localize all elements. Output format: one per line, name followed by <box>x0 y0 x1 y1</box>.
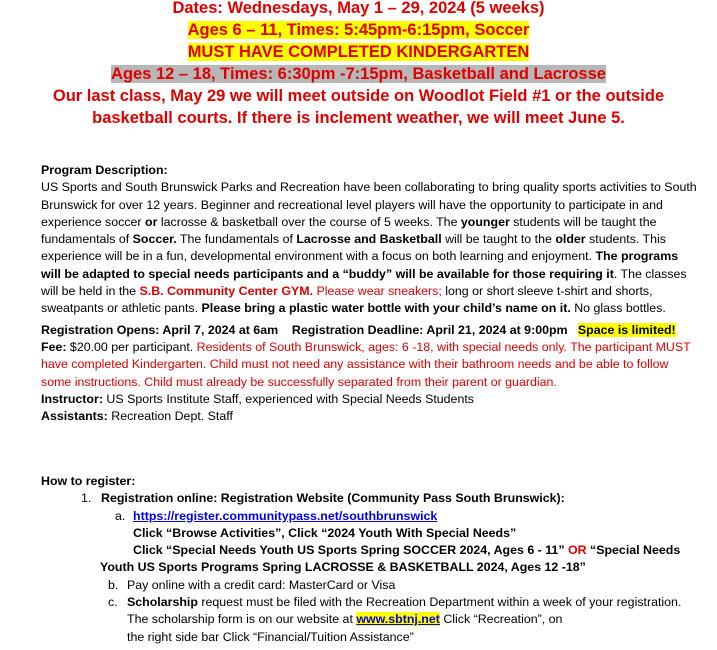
last-class-line-1: Our last class, May 29 we will meet outside on Woodlot Field #1 or the outside <box>52 87 665 105</box>
step-number: 1. <box>81 491 92 506</box>
desc-bottle: Please bring a plastic water bottle with your child’s name on it. <box>201 301 571 316</box>
desc-text: The fundamentals of <box>176 232 297 247</box>
desc-text: lacrosse & basketball over the course of 5 weeks. The <box>157 214 461 229</box>
registration-deadline-label: Registration Deadline <box>291 322 420 337</box>
how-to-title: How to register: <box>41 474 136 488</box>
program-header <box>0 0 717 129</box>
step-1b <box>41 577 701 594</box>
registration-link[interactable]: https://register.communitypass.net/southbrunswick <box>133 508 438 523</box>
or-text: OR <box>567 543 587 558</box>
click2-text: Click “Special Needs Youth US Sports Spring SOCCER 2024, Ages 6 - 11” <box>133 543 568 558</box>
click2-text-end: “Special Needs <box>586 543 681 558</box>
scholarship-label: Scholarship <box>127 595 198 610</box>
desc-wear: Please wear sneakers; <box>313 284 442 299</box>
last-class-line-2: basketball courts. If there is inclement weather, we will meet June 5. <box>92 109 625 127</box>
desc-text: will be taught to the <box>441 232 556 247</box>
ages-young-line: Ages 6 – 11, Times: 5:45pm-6:15pm, Soccer <box>187 21 530 39</box>
instructor-value: US Sports Institute Staff, experienced with Special Needs Students <box>102 391 474 406</box>
desc-text: students. This experience will be in a fun, developmental environment with a focus on both learning and enjoyment. <box>41 232 666 264</box>
fee-paragraph <box>41 339 701 391</box>
kindergarten-line: MUST HAVE COMPLETED KINDERGARTEN <box>187 43 530 61</box>
scholarship-text-3: the right side bar Click “Financial/Tuition Assistance” <box>127 629 414 644</box>
instructor-label: Instructor: <box>41 391 103 406</box>
desc-text: long or short sleeve t-shirt and shorts, sweatpants or athletic pants. <box>41 284 653 316</box>
assistants-line <box>41 408 701 425</box>
fee-note: Residents of South Brunswick, ages: 6 -18, with special needs only. The participant MUST have completed Kindergarten. Child must not need any assistance with their bathroom needs and be able to follow some instructions. Child must already be successfully separated from their parent or guardian. <box>41 339 691 389</box>
registration-dates <box>41 322 701 339</box>
registration-opens: Registration Opens: April 7, 2024 at 6am <box>41 322 279 337</box>
instructor-line <box>41 391 701 408</box>
desc-younger: younger <box>460 214 510 229</box>
assistants-value: Recreation Dept. Staff <box>107 409 233 424</box>
desc-or: or <box>145 214 158 229</box>
pay-text: Pay online with a credit card: MasterCard or Visa <box>127 577 396 592</box>
registration-deadline-value: : April 21, 2024 at 9:00pm <box>419 322 568 337</box>
step-1a-click1: Click “Browse Activities”, Click “2024 Youth With Special Needs” <box>133 525 517 540</box>
desc-older: older <box>555 232 586 247</box>
desc-location: S.B. Community Center GYM. <box>139 284 313 299</box>
scholarship-text-2: Click “Recreation”, on <box>439 612 563 627</box>
program-heading: Program Description: <box>41 163 168 177</box>
desc-text: students will be taught the fundamentals of <box>41 214 657 247</box>
dates-line: Dates: Wednesdays, May 1 – 29, 2024 (5 weeks) <box>172 0 545 17</box>
program-description <box>41 179 701 317</box>
ages-old-line: Ages 12 – 18, Times: 6:30pm -7:15pm, Basketball and Lacrosse <box>111 65 606 83</box>
program-body <box>41 162 701 425</box>
desc-lacrosse-basketball: Lacrosse and Basketball <box>296 232 442 247</box>
desc-adapted: The programs will be adapted to special needs participants and a “buddy” will be available for those requiring it <box>41 249 679 281</box>
how-to-register <box>41 473 701 646</box>
step-letter: c. <box>108 595 118 610</box>
desc-text: . The classes will be held in the <box>41 266 687 299</box>
step-letter: a. <box>115 508 126 523</box>
desc-soccer: Soccer. <box>132 232 177 247</box>
step-letter: b. <box>108 577 119 592</box>
step-1a-click3: Youth US Sports Programs Spring LACROSSE & BASKETBALL 2024, Ages 12 -18” <box>100 560 586 575</box>
fee-label: Fee: <box>41 339 67 354</box>
desc-text: No glass bottles. <box>570 301 666 316</box>
step-1a <box>41 508 701 525</box>
space-limited-badge: Space is limited! <box>577 322 676 337</box>
fee-value: $20.00 per participant. <box>66 339 197 354</box>
step-1-text: Registration online: Registration Website (Community Pass South Brunswick): <box>101 491 565 506</box>
assistants-label: Assistants: <box>41 409 108 424</box>
step-1 <box>41 490 701 507</box>
desc-text: US Sports and South Brunswick Parks and Recreation have been collaborating to bring quality sports activities to South Brunswick for over 12 years. Beginner and recreational level players will have the opportunity to participate in and experience soccer <box>41 180 697 229</box>
scholarship-text: request must be filed with the Recreation Department within a week of your registration. The scholarship form is on our website at <box>127 595 682 627</box>
website-link[interactable]: www.sbtnj.net <box>356 612 440 627</box>
step-1a-click2 <box>41 542 701 559</box>
step-1c <box>41 594 687 646</box>
